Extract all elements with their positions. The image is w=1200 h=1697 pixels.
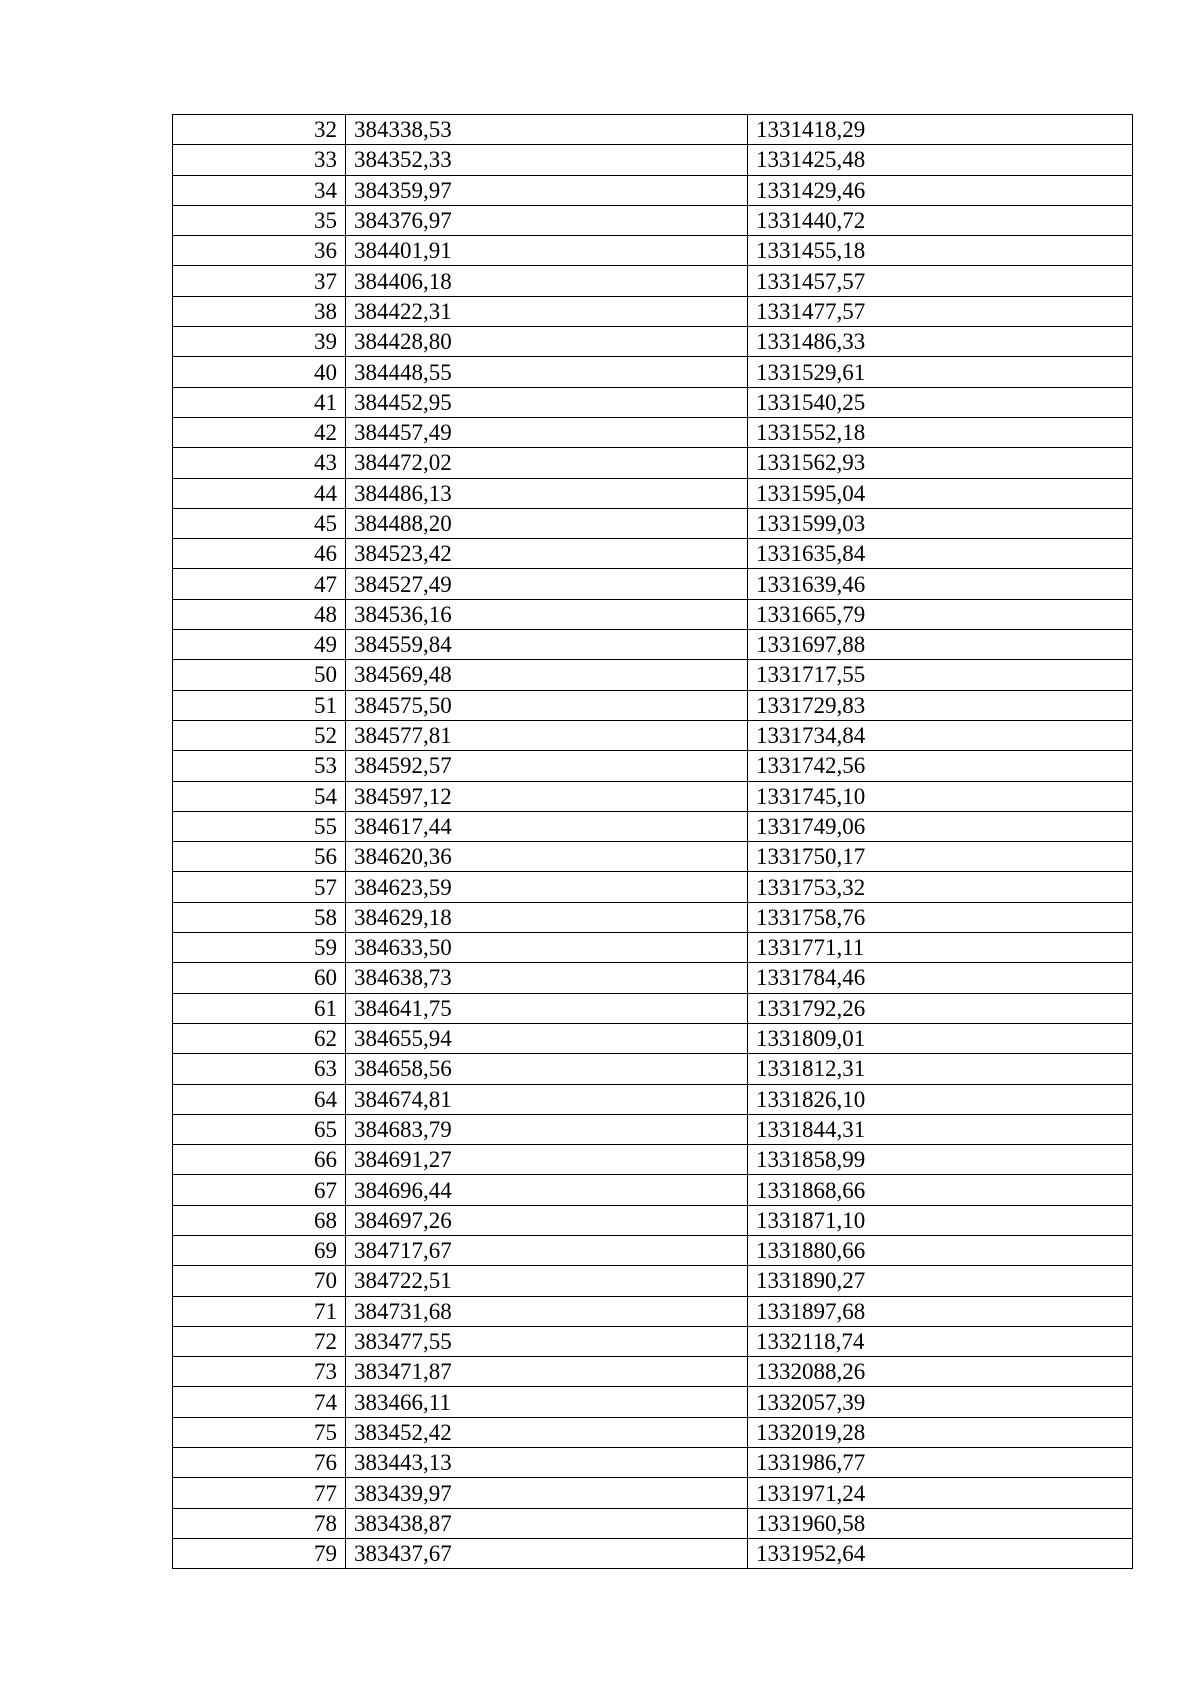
table-row: [173, 478, 1133, 508]
y-coordinate-cell: 1331540,25: [748, 387, 1133, 417]
table-row: [173, 993, 1133, 1023]
point-number-cell: 43: [173, 448, 346, 478]
table-row: [173, 387, 1133, 417]
point-number-cell: 68: [173, 1205, 346, 1235]
x-coordinate-cell: 383438,87: [346, 1508, 748, 1538]
table-row: [173, 1084, 1133, 1114]
x-coordinate-cell: 383471,87: [346, 1357, 748, 1387]
y-coordinate-cell: 1331897,68: [748, 1296, 1133, 1326]
y-coordinate-cell: 1331742,56: [748, 751, 1133, 781]
x-coordinate-cell: 384717,67: [346, 1235, 748, 1265]
y-coordinate-cell: 1331868,66: [748, 1175, 1133, 1205]
table-row: [173, 1266, 1133, 1296]
point-number-cell: 33: [173, 145, 346, 175]
point-number-cell: 65: [173, 1114, 346, 1144]
x-coordinate-cell: 383437,67: [346, 1538, 748, 1568]
x-coordinate-cell: 384674,81: [346, 1084, 748, 1114]
table-row: [173, 1478, 1133, 1508]
table-row: [173, 508, 1133, 538]
point-number-cell: 63: [173, 1054, 346, 1084]
coordinates-table: [172, 114, 1133, 1569]
x-coordinate-cell: 384641,75: [346, 993, 748, 1023]
x-coordinate-cell: 384401,91: [346, 236, 748, 266]
table-row: [173, 1326, 1133, 1356]
point-number-cell: 62: [173, 1023, 346, 1053]
x-coordinate-cell: 384658,56: [346, 1054, 748, 1084]
y-coordinate-cell: 1331812,31: [748, 1054, 1133, 1084]
point-number-cell: 74: [173, 1387, 346, 1417]
y-coordinate-cell: 1331971,24: [748, 1478, 1133, 1508]
x-coordinate-cell: 384577,81: [346, 720, 748, 750]
y-coordinate-cell: 1331455,18: [748, 236, 1133, 266]
y-coordinate-cell: 1332088,26: [748, 1357, 1133, 1387]
y-coordinate-cell: 1331599,03: [748, 508, 1133, 538]
x-coordinate-cell: 384527,49: [346, 569, 748, 599]
x-coordinate-cell: 384592,57: [346, 751, 748, 781]
table-row: [173, 448, 1133, 478]
point-number-cell: 64: [173, 1084, 346, 1114]
y-coordinate-cell: 1331753,32: [748, 872, 1133, 902]
y-coordinate-cell: 1331734,84: [748, 720, 1133, 750]
x-coordinate-cell: 384683,79: [346, 1114, 748, 1144]
y-coordinate-cell: 1331429,46: [748, 175, 1133, 205]
y-coordinate-cell: 1331745,10: [748, 781, 1133, 811]
table-row: [173, 296, 1133, 326]
table-row: [173, 720, 1133, 750]
x-coordinate-cell: 384691,27: [346, 1145, 748, 1175]
y-coordinate-cell: 1331880,66: [748, 1235, 1133, 1265]
point-number-cell: 49: [173, 630, 346, 660]
point-number-cell: 35: [173, 205, 346, 235]
x-coordinate-cell: 384523,42: [346, 539, 748, 569]
point-number-cell: 77: [173, 1478, 346, 1508]
x-coordinate-cell: 384422,31: [346, 296, 748, 326]
table-row: [173, 1205, 1133, 1235]
point-number-cell: 40: [173, 357, 346, 387]
y-coordinate-cell: 1331457,57: [748, 266, 1133, 296]
x-coordinate-cell: 384472,02: [346, 448, 748, 478]
table-row: [173, 630, 1133, 660]
table-row: [173, 811, 1133, 841]
table-row: [173, 963, 1133, 993]
table-row: [173, 872, 1133, 902]
x-coordinate-cell: 384559,84: [346, 630, 748, 660]
point-number-cell: 50: [173, 660, 346, 690]
table-row: [173, 902, 1133, 932]
x-coordinate-cell: 383477,55: [346, 1326, 748, 1356]
point-number-cell: 38: [173, 296, 346, 326]
point-number-cell: 39: [173, 327, 346, 357]
x-coordinate-cell: 384629,18: [346, 902, 748, 932]
y-coordinate-cell: 1331952,64: [748, 1538, 1133, 1568]
x-coordinate-cell: 384428,80: [346, 327, 748, 357]
table-row: [173, 781, 1133, 811]
table-row: [173, 599, 1133, 629]
point-number-cell: 56: [173, 842, 346, 872]
point-number-cell: 46: [173, 539, 346, 569]
table-row: [173, 842, 1133, 872]
y-coordinate-cell: 1331826,10: [748, 1084, 1133, 1114]
x-coordinate-cell: 384376,97: [346, 205, 748, 235]
point-number-cell: 48: [173, 599, 346, 629]
table-row: [173, 1114, 1133, 1144]
y-coordinate-cell: 1331858,99: [748, 1145, 1133, 1175]
point-number-cell: 36: [173, 236, 346, 266]
table-row: [173, 417, 1133, 447]
table-row: [173, 1054, 1133, 1084]
table-row: [173, 1357, 1133, 1387]
x-coordinate-cell: 383439,97: [346, 1478, 748, 1508]
point-number-cell: 61: [173, 993, 346, 1023]
y-coordinate-cell: 1331635,84: [748, 539, 1133, 569]
x-coordinate-cell: 384569,48: [346, 660, 748, 690]
y-coordinate-cell: 1331871,10: [748, 1205, 1133, 1235]
y-coordinate-cell: 1331784,46: [748, 963, 1133, 993]
y-coordinate-cell: 1332057,39: [748, 1387, 1133, 1417]
y-coordinate-cell: 1331758,76: [748, 902, 1133, 932]
point-number-cell: 60: [173, 963, 346, 993]
x-coordinate-cell: 384338,53: [346, 115, 748, 145]
point-number-cell: 45: [173, 508, 346, 538]
x-coordinate-cell: 384633,50: [346, 933, 748, 963]
point-number-cell: 54: [173, 781, 346, 811]
table-row: [173, 1538, 1133, 1568]
point-number-cell: 57: [173, 872, 346, 902]
y-coordinate-cell: 1331809,01: [748, 1023, 1133, 1053]
y-coordinate-cell: 1331697,88: [748, 630, 1133, 660]
point-number-cell: 47: [173, 569, 346, 599]
x-coordinate-cell: 384617,44: [346, 811, 748, 841]
point-number-cell: 69: [173, 1235, 346, 1265]
point-number-cell: 71: [173, 1296, 346, 1326]
x-coordinate-cell: 384696,44: [346, 1175, 748, 1205]
table-row: [173, 175, 1133, 205]
point-number-cell: 66: [173, 1145, 346, 1175]
table-row: [173, 1448, 1133, 1478]
table-row: [173, 1145, 1133, 1175]
y-coordinate-cell: 1331844,31: [748, 1114, 1133, 1144]
point-number-cell: 70: [173, 1266, 346, 1296]
y-coordinate-cell: 1331749,06: [748, 811, 1133, 841]
table-row: [173, 539, 1133, 569]
x-coordinate-cell: 384488,20: [346, 508, 748, 538]
table-row: [173, 327, 1133, 357]
x-coordinate-cell: 384406,18: [346, 266, 748, 296]
table-row: [173, 145, 1133, 175]
x-coordinate-cell: 384697,26: [346, 1205, 748, 1235]
table-row: [173, 1296, 1133, 1326]
table-row: [173, 1175, 1133, 1205]
y-coordinate-cell: 1331595,04: [748, 478, 1133, 508]
x-coordinate-cell: 384623,59: [346, 872, 748, 902]
y-coordinate-cell: 1331792,26: [748, 993, 1133, 1023]
point-number-cell: 67: [173, 1175, 346, 1205]
point-number-cell: 78: [173, 1508, 346, 1538]
point-number-cell: 53: [173, 751, 346, 781]
table-row: [173, 1387, 1133, 1417]
y-coordinate-cell: 1331717,55: [748, 660, 1133, 690]
x-coordinate-cell: 384575,50: [346, 690, 748, 720]
point-number-cell: 44: [173, 478, 346, 508]
point-number-cell: 72: [173, 1326, 346, 1356]
x-coordinate-cell: 384457,49: [346, 417, 748, 447]
x-coordinate-cell: 383443,13: [346, 1448, 748, 1478]
point-number-cell: 73: [173, 1357, 346, 1387]
x-coordinate-cell: 384536,16: [346, 599, 748, 629]
y-coordinate-cell: 1331562,93: [748, 448, 1133, 478]
y-coordinate-cell: 1332118,74: [748, 1326, 1133, 1356]
table-row: [173, 1508, 1133, 1538]
point-number-cell: 51: [173, 690, 346, 720]
y-coordinate-cell: 1331890,27: [748, 1266, 1133, 1296]
x-coordinate-cell: 384620,36: [346, 842, 748, 872]
y-coordinate-cell: 1331986,77: [748, 1448, 1133, 1478]
point-number-cell: 37: [173, 266, 346, 296]
table-row: [173, 115, 1133, 145]
y-coordinate-cell: 1331729,83: [748, 690, 1133, 720]
x-coordinate-cell: 383452,42: [346, 1417, 748, 1447]
table-row: [173, 357, 1133, 387]
x-coordinate-cell: 384359,97: [346, 175, 748, 205]
table-row: [173, 1023, 1133, 1053]
table-row: [173, 690, 1133, 720]
y-coordinate-cell: 1331477,57: [748, 296, 1133, 326]
table-row: [173, 660, 1133, 690]
x-coordinate-cell: 384448,55: [346, 357, 748, 387]
x-coordinate-cell: 384638,73: [346, 963, 748, 993]
y-coordinate-cell: 1331552,18: [748, 417, 1133, 447]
x-coordinate-cell: 384452,95: [346, 387, 748, 417]
y-coordinate-cell: 1331960,58: [748, 1508, 1133, 1538]
table-row: [173, 205, 1133, 235]
point-number-cell: 55: [173, 811, 346, 841]
y-coordinate-cell: 1331425,48: [748, 145, 1133, 175]
x-coordinate-cell: 384486,13: [346, 478, 748, 508]
table-row: [173, 266, 1133, 296]
point-number-cell: 58: [173, 902, 346, 932]
point-number-cell: 76: [173, 1448, 346, 1478]
point-number-cell: 32: [173, 115, 346, 145]
x-coordinate-cell: 383466,11: [346, 1387, 748, 1417]
y-coordinate-cell: 1331440,72: [748, 205, 1133, 235]
table-row: [173, 1417, 1133, 1447]
coordinates-table-body: [173, 115, 1133, 1569]
x-coordinate-cell: 384352,33: [346, 145, 748, 175]
y-coordinate-cell: 1332019,28: [748, 1417, 1133, 1447]
y-coordinate-cell: 1331639,46: [748, 569, 1133, 599]
y-coordinate-cell: 1331750,17: [748, 842, 1133, 872]
table-row: [173, 751, 1133, 781]
x-coordinate-cell: 384597,12: [346, 781, 748, 811]
x-coordinate-cell: 384722,51: [346, 1266, 748, 1296]
y-coordinate-cell: 1331529,61: [748, 357, 1133, 387]
y-coordinate-cell: 1331418,29: [748, 115, 1133, 145]
table-row: [173, 569, 1133, 599]
x-coordinate-cell: 384731,68: [346, 1296, 748, 1326]
table-row: [173, 933, 1133, 963]
y-coordinate-cell: 1331771,11: [748, 933, 1133, 963]
point-number-cell: 41: [173, 387, 346, 417]
point-number-cell: 42: [173, 417, 346, 447]
point-number-cell: 34: [173, 175, 346, 205]
y-coordinate-cell: 1331486,33: [748, 327, 1133, 357]
table-row: [173, 236, 1133, 266]
point-number-cell: 52: [173, 720, 346, 750]
point-number-cell: 59: [173, 933, 346, 963]
y-coordinate-cell: 1331665,79: [748, 599, 1133, 629]
point-number-cell: 75: [173, 1417, 346, 1447]
point-number-cell: 79: [173, 1538, 346, 1568]
x-coordinate-cell: 384655,94: [346, 1023, 748, 1053]
table-row: [173, 1235, 1133, 1265]
